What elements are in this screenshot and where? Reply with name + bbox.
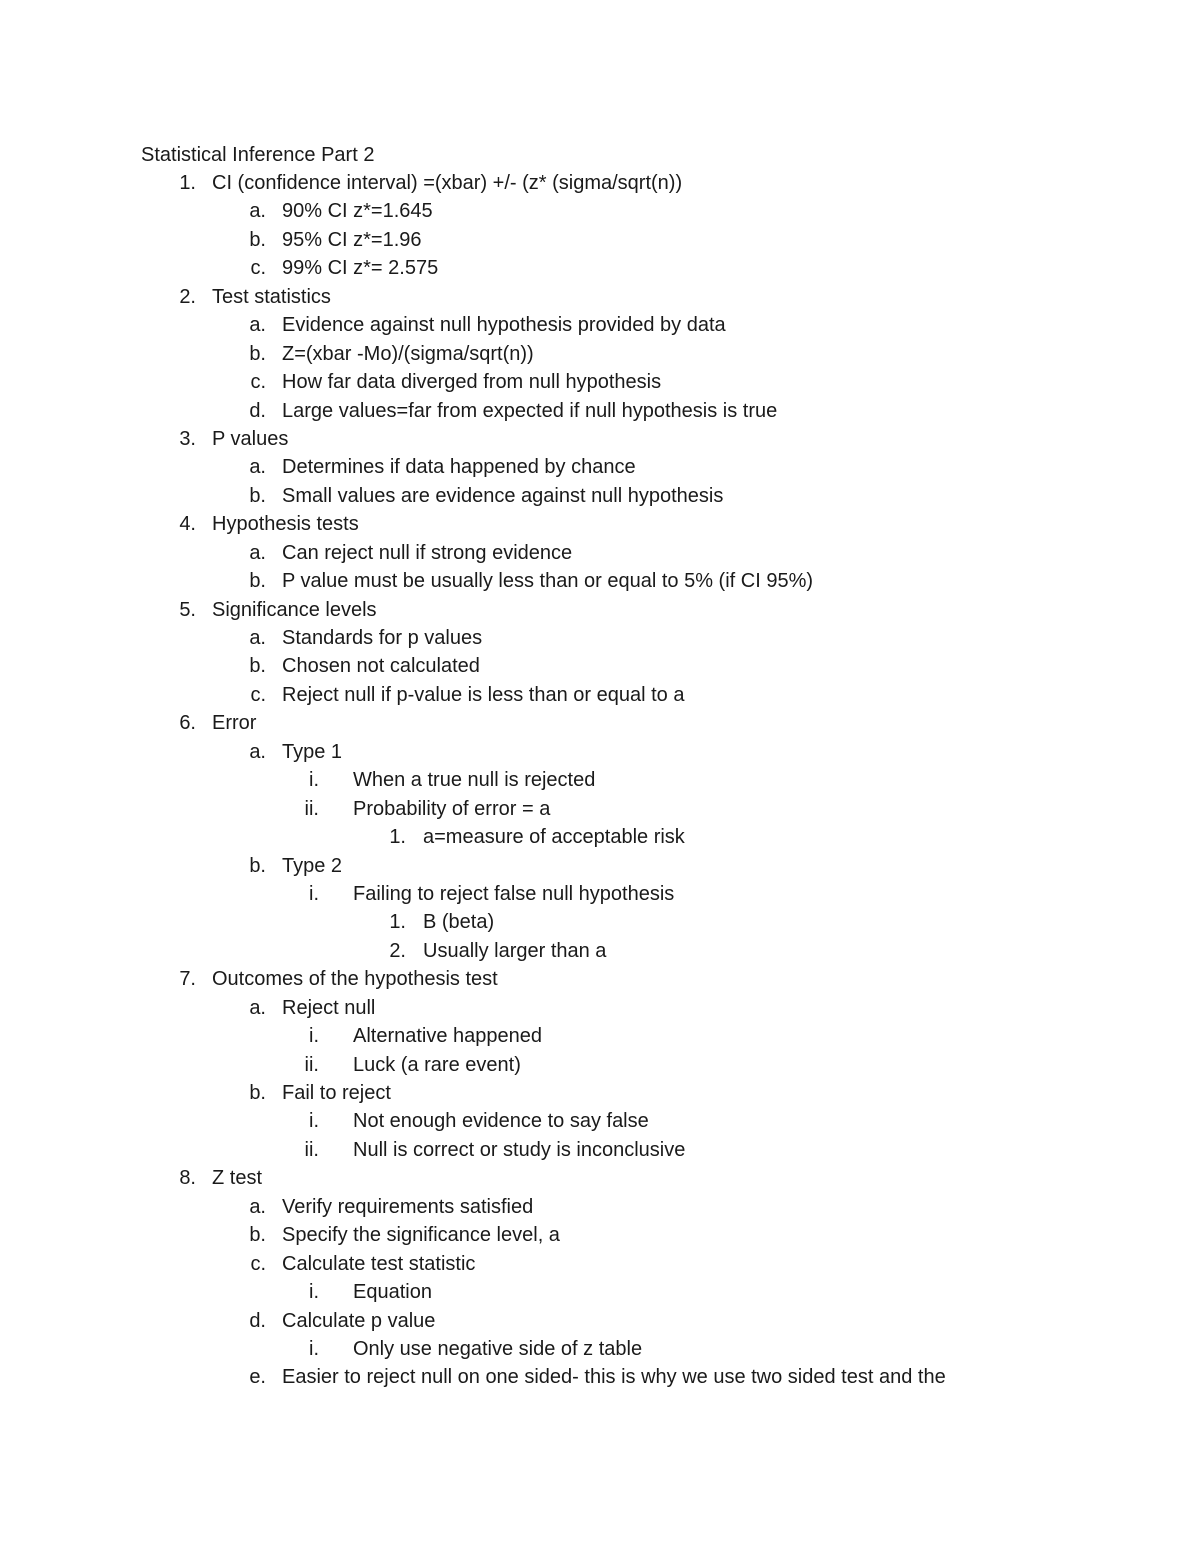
outline-item-level-3	[0, 937, 1200, 965]
outline-item-level-0	[0, 169, 1200, 197]
list-item-text: Calculate p value	[282, 1309, 436, 1332]
list-item-text: Specify the significance level, a	[282, 1224, 560, 1247]
outline-item-level-1	[0, 226, 1200, 254]
list-item-text: Error	[212, 712, 257, 735]
outline-item-level-0	[0, 709, 1200, 737]
outline-item-level-2	[0, 1022, 1200, 1050]
list-item-text: Probability of error = a	[353, 797, 551, 820]
list-item-text: Determines if data happened by chance	[282, 456, 636, 479]
list-marker: a.	[249, 314, 266, 337]
outline-item-level-1	[0, 368, 1200, 396]
list-marker: b.	[249, 1082, 266, 1104]
list-item-text: Failing to reject false null hypothesis	[353, 882, 675, 905]
outline-item-level-0	[0, 510, 1200, 538]
outline-item-level-0	[0, 965, 1200, 993]
list-marker: i.	[309, 1110, 319, 1133]
outline-item-level-2	[0, 1136, 1200, 1164]
list-item-text: Evidence against null hypothesis provided by data	[282, 314, 726, 337]
list-item-text: Significance levels	[212, 598, 377, 621]
list-marker: b.	[249, 228, 266, 251]
list-item-text: Small values are evidence against null hypothesis	[282, 484, 724, 507]
list-item-text: When a true null is rejected	[353, 769, 596, 792]
list-marker: a.	[249, 1195, 266, 1218]
list-item-text: P values	[212, 427, 289, 450]
list-marker: i.	[309, 882, 319, 905]
list-marker: d.	[249, 1309, 266, 1332]
outline-item-level-0	[0, 283, 1200, 311]
list-marker: 2.	[179, 285, 196, 308]
outline-list	[0, 169, 1200, 1392]
list-marker: 1.	[179, 172, 196, 194]
outline-item-level-1	[0, 340, 1200, 368]
outline-item-level-2	[0, 795, 1200, 823]
outline-item-level-1	[0, 1307, 1200, 1335]
list-item-text: Fail to reject	[282, 1082, 391, 1104]
list-marker: ii.	[304, 1053, 319, 1076]
list-marker: 1.	[389, 826, 406, 849]
list-item-text: Type 2	[282, 854, 343, 877]
outline-item-level-1	[0, 1250, 1200, 1278]
list-item-text: Outcomes of the hypothesis test	[212, 968, 498, 991]
list-marker: ii.	[304, 1138, 319, 1161]
list-item-text: Reject null if p-value is less than or equal to a	[282, 683, 685, 706]
outline-item-level-2	[0, 1335, 1200, 1363]
list-item-text: Null is correct or study is inconclusive	[353, 1138, 686, 1161]
outline-item-level-0	[0, 596, 1200, 624]
outline-item-level-1	[0, 652, 1200, 680]
list-item-text: CI (confidence interval) =(xbar) +/- (z* (sigma/sqrt(n))	[212, 172, 683, 194]
list-marker: ii.	[304, 797, 319, 820]
list-marker: 6.	[179, 712, 196, 735]
list-item-text: Large values=far from expected if null hypothesis is true	[282, 399, 778, 422]
outline-item-level-2	[0, 1107, 1200, 1135]
list-item-text: B (beta)	[423, 911, 495, 934]
list-marker: c.	[250, 1252, 266, 1275]
list-marker: 8.	[179, 1167, 196, 1190]
list-marker: a.	[249, 200, 266, 223]
outline-item-level-1	[0, 624, 1200, 652]
list-item-text: Z=(xbar -Mo)/(sigma/sqrt(n))	[282, 342, 534, 365]
list-marker: i.	[309, 1025, 319, 1048]
list-marker: 4.	[179, 513, 196, 536]
outline-item-level-0	[0, 1164, 1200, 1192]
list-marker: c.	[250, 371, 266, 394]
list-item-text: How far data diverged from null hypothesis	[282, 371, 662, 394]
outline-item-level-3	[0, 823, 1200, 851]
list-item-text: Standards for p values	[282, 627, 483, 649]
outline-item-level-1	[0, 311, 1200, 339]
list-marker: b.	[249, 484, 266, 507]
outline-item-level-1	[0, 1363, 1200, 1391]
list-item-text: Alternative happened	[353, 1025, 543, 1048]
outline-item-level-2	[0, 1051, 1200, 1079]
list-marker: b.	[249, 655, 266, 678]
list-item-text: Z test	[212, 1167, 263, 1190]
list-marker: i.	[309, 1281, 319, 1304]
outline-item-level-1	[0, 852, 1200, 880]
list-item-text: Chosen not calculated	[282, 655, 480, 678]
list-marker: 7.	[179, 968, 196, 991]
list-item-text: Test statistics	[212, 285, 331, 308]
list-marker: d.	[249, 399, 266, 422]
outline-item-level-2	[0, 1278, 1200, 1306]
list-marker: 2.	[389, 939, 406, 962]
list-item-text: Can reject null if strong evidence	[282, 541, 573, 564]
list-marker: b.	[249, 570, 266, 593]
outline-item-level-2	[0, 766, 1200, 794]
outline-item-level-1	[0, 681, 1200, 709]
list-item-text: Hypothesis tests	[212, 513, 359, 536]
list-item-text: Type 1	[282, 740, 343, 763]
outline-item-level-3	[0, 908, 1200, 936]
list-marker: 3.	[179, 427, 196, 450]
list-item-text: P value must be usually less than or equal to 5% (if CI 95%)	[282, 570, 814, 593]
outline-item-level-1	[0, 482, 1200, 510]
document-title: Statistical Inference Part 2	[141, 144, 375, 166]
list-marker: a.	[249, 456, 266, 479]
list-marker: b.	[249, 342, 266, 365]
list-marker: b.	[249, 1224, 266, 1247]
list-item-text: Usually larger than a	[423, 939, 607, 962]
list-marker: e.	[249, 1366, 266, 1389]
list-marker: a.	[249, 627, 266, 649]
list-item-text: Calculate test statistic	[282, 1252, 476, 1275]
outline-item-level-1	[0, 1079, 1200, 1107]
outline-item-level-2	[0, 880, 1200, 908]
outline-item-level-1	[0, 994, 1200, 1022]
outline-item-level-1	[0, 1193, 1200, 1221]
list-item-text: Not enough evidence to say false	[353, 1110, 649, 1133]
outline-item-level-1	[0, 738, 1200, 766]
list-marker: b.	[249, 854, 266, 877]
list-item-text: Verify requirements satisfied	[282, 1195, 534, 1218]
list-item-text: 95% CI z*=1.96	[282, 228, 422, 251]
list-item-text: Reject null	[282, 996, 376, 1019]
list-marker: i.	[309, 769, 319, 792]
outline-item-level-1	[0, 254, 1200, 282]
list-marker: a.	[249, 541, 266, 564]
outline-item-level-1	[0, 567, 1200, 595]
list-item-text: Easier to reject null on one sided- this is why we use two sided test and the	[282, 1366, 946, 1389]
outline-item-level-1	[0, 453, 1200, 481]
outline-item-level-1	[0, 197, 1200, 225]
list-marker: c.	[250, 683, 266, 706]
list-item-text: Equation	[353, 1281, 432, 1304]
outline-item-level-0	[0, 425, 1200, 453]
outline-item-level-1	[0, 1221, 1200, 1249]
list-marker: c.	[250, 257, 266, 280]
list-marker: a.	[249, 740, 266, 763]
list-marker: i.	[309, 1337, 319, 1360]
list-item-text: Only use negative side of z table	[353, 1337, 643, 1360]
list-marker: 5.	[179, 598, 196, 621]
list-item-text: 99% CI z*= 2.575	[282, 257, 439, 280]
list-item-text: a=measure of acceptable risk	[423, 826, 685, 849]
list-marker: 1.	[389, 911, 406, 934]
outline-item-level-1	[0, 539, 1200, 567]
list-item-text: Luck (a rare event)	[353, 1053, 521, 1076]
list-item-text: 90% CI z*=1.645	[282, 200, 433, 223]
outline-item-level-1	[0, 397, 1200, 425]
list-marker: a.	[249, 996, 266, 1019]
